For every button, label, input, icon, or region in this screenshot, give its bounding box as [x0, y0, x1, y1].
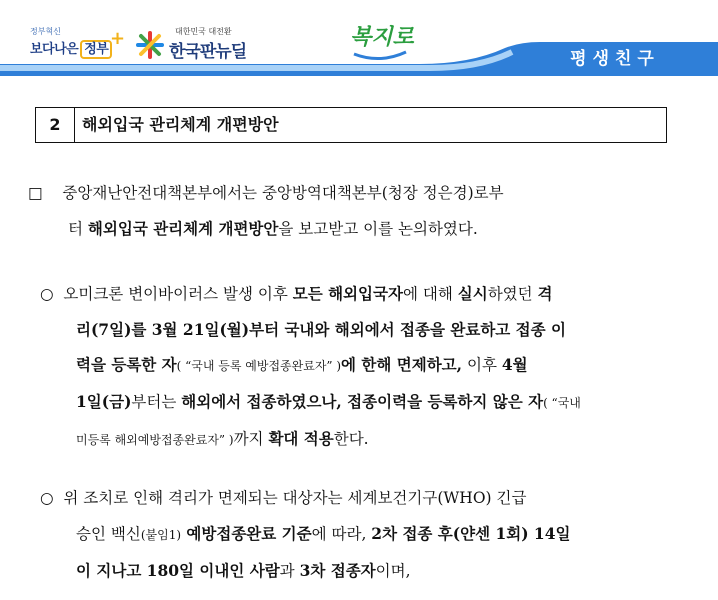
section-number: 2: [36, 108, 75, 142]
square-bullet: □: [28, 184, 43, 202]
new-deal-asterisk-icon: [135, 30, 165, 60]
page-header: [0, 0, 718, 84]
paragraph-2: ○ 오미크론 변이바이러스 발생 이후 모든 해외입국자에 대해 실시하였던 격 리(7일)를 3월 21일(월)부터 국내와 해외에서 접종을 완료하고 접종 이 력을 등록한 자( “국내 등록 예방접종완료자” )에 한해 면제하고, 이후 4월 1일(금)부터는 해외에서 접종하였으나, 접종이력을 등록하지 않은 자( “국내 미등록 해외예방접종완료자” )까지 확대 적용한다.: [40, 284, 581, 448]
bokjiro-swoosh-icon: [352, 50, 408, 62]
bokjiro-logo: 복지로: [350, 20, 414, 51]
section-heading: [35, 107, 667, 143]
circle-bullet: ○: [40, 489, 54, 507]
paragraph-3: ○ 위 조치로 인해 격리가 면제되는 대상자는 세계보건기구(WHO) 긴급 승인 백신(붙임1) 예방접종완료 기준에 따라, 2차 접종 후(얀센 1회) 14일 이 지나고 180일 이내인 사람과 3차 접종자이며,: [40, 489, 571, 580]
korean-new-deal-logo: 대한민국 대전환 한국판뉴딜: [135, 26, 285, 66]
circle-bullet: ○: [40, 285, 54, 303]
gov-innovation-logo: 정부혁신 보다나은 정부 +: [30, 27, 126, 57]
ribbon-label: 평생친구: [570, 49, 660, 69]
paragraph-1: □ 중앙재난안전대책본부에서는 중앙방역대책본부(청장 정은경)로부 터 해외입국 관리체계 개편방안을 보고받고 이를 논의하였다.: [28, 184, 504, 238]
section-title: 해외입국 관리체계 개편방안: [82, 115, 279, 134]
